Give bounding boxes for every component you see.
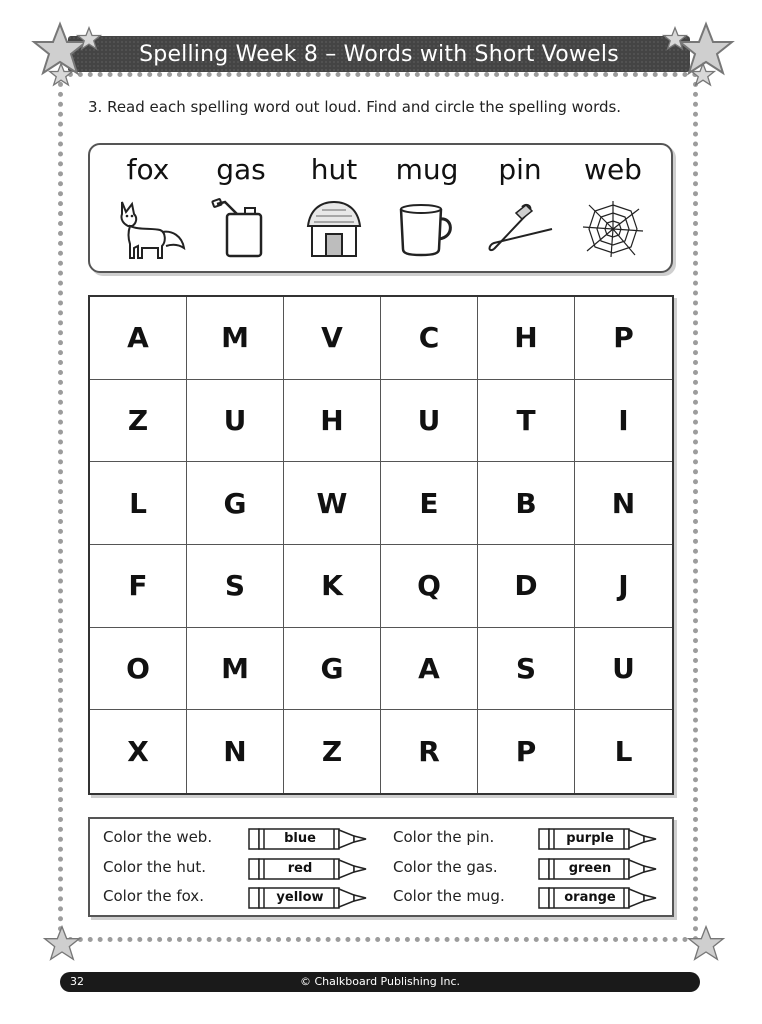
crayon-icon <box>248 858 368 880</box>
grid-cell[interactable]: X <box>90 710 187 793</box>
spider-web-icon <box>565 195 661 263</box>
grid-cell[interactable]: N <box>575 462 672 545</box>
grid-cell[interactable]: F <box>90 545 187 628</box>
instruction-text: 3. Read each spelling word out loud. Find and circle the spelling words. <box>88 98 622 116</box>
hut-icon <box>286 195 382 263</box>
grid-cell[interactable]: Z <box>90 380 187 463</box>
star-icon <box>42 924 82 964</box>
crayon-label: orange <box>564 890 616 905</box>
grid-cell[interactable]: S <box>478 628 575 711</box>
word-bank-word: web <box>584 153 642 186</box>
grid-cell[interactable]: W <box>284 462 381 545</box>
grid-cell[interactable]: G <box>284 628 381 711</box>
star-icon <box>76 26 102 52</box>
crayon-icon <box>538 828 658 850</box>
grid-cell[interactable]: M <box>187 628 284 711</box>
grid-cell[interactable]: B <box>478 462 575 545</box>
safety-pin-icon <box>472 195 568 263</box>
word-bank-word: mug <box>395 153 459 186</box>
grid-cell[interactable]: T <box>478 380 575 463</box>
grid-cell[interactable]: G <box>187 462 284 545</box>
grid-cell[interactable]: E <box>381 462 478 545</box>
grid-cell[interactable]: R <box>381 710 478 793</box>
word-bank <box>88 143 673 273</box>
grid-cell[interactable]: L <box>614 735 633 769</box>
grid-cell[interactable]: H <box>284 380 381 463</box>
grid-cell[interactable]: S <box>187 545 284 628</box>
word-search-grid <box>88 295 674 795</box>
mug-icon <box>379 195 475 263</box>
crayon-icon <box>248 887 368 909</box>
crayon-label: purple <box>566 831 614 846</box>
color-instruction: Color the hut. <box>103 858 206 876</box>
grid-cell[interactable]: C <box>381 297 478 380</box>
footer-bar <box>60 972 700 992</box>
grid-cell[interactable]: A <box>90 297 187 380</box>
word-bank-word: fox <box>126 153 170 186</box>
grid-cell[interactable]: V <box>284 297 381 380</box>
page-number: 32 <box>70 975 84 988</box>
crayon-icon <box>248 828 368 850</box>
grid-cell[interactable]: O <box>90 628 187 711</box>
grid-cell[interactable]: L <box>90 462 187 545</box>
grid-cell[interactable]: J <box>575 545 672 628</box>
gas-can-icon <box>193 195 289 263</box>
crayon-label: yellow <box>276 890 324 905</box>
grid-cell[interactable]: U <box>187 380 284 463</box>
word-bank-word: pin <box>498 153 542 186</box>
grid-cell[interactable]: P <box>478 710 575 793</box>
grid-cell[interactable]: N <box>187 710 284 793</box>
star-icon <box>690 62 716 88</box>
grid-cell[interactable]: D <box>478 545 575 628</box>
grid-cell[interactable]: Z <box>284 710 381 793</box>
crayon-label: green <box>568 861 612 876</box>
crayon-icon <box>538 858 658 880</box>
grid-cell[interactable]: Q <box>381 545 478 628</box>
grid-cell[interactable]: U <box>381 380 478 463</box>
color-instruction: Color the gas. <box>393 858 498 876</box>
crayon-icon <box>538 887 658 909</box>
word-bank-word: gas <box>216 153 266 186</box>
word-bank-word: hut <box>310 153 358 186</box>
grid-cell[interactable]: U <box>575 628 672 711</box>
color-instruction: Color the mug. <box>393 887 505 905</box>
title-banner <box>68 36 690 72</box>
color-instruction: Color the fox. <box>103 887 204 905</box>
copyright-text: © Chalkboard Publishing Inc. <box>299 975 461 988</box>
color-instruction: Color the web. <box>103 828 213 846</box>
grid-cell[interactable]: M <box>187 297 284 380</box>
grid-cell[interactable]: I <box>575 380 672 463</box>
color-instruction: Color the pin. <box>393 828 495 846</box>
fox-icon <box>100 195 196 263</box>
grid-cell[interactable]: K <box>284 545 381 628</box>
crayon-label: red <box>287 861 313 876</box>
star-icon <box>686 924 726 964</box>
crayon-label: blue <box>284 831 316 846</box>
star-icon <box>662 26 688 52</box>
star-icon <box>48 62 74 88</box>
grid-cell[interactable]: H <box>478 297 575 380</box>
color-key-box <box>88 817 674 917</box>
page-title: Spelling Week 8 – Words with Short Vowels <box>139 41 619 67</box>
grid-cell[interactable]: P <box>575 297 672 380</box>
grid-cell[interactable]: A <box>381 628 478 711</box>
